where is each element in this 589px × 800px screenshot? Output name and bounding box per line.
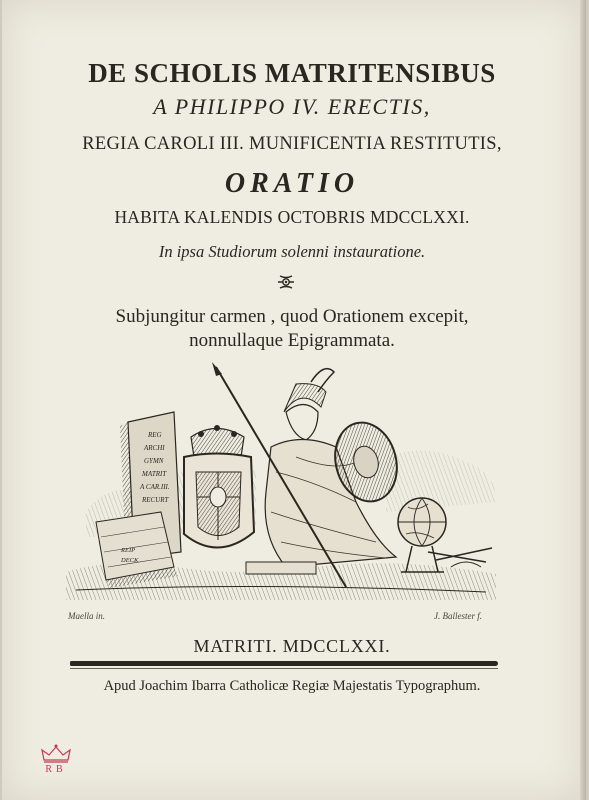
royal-crown (191, 425, 244, 457)
imprint-printer: Apud Joachim Ibarra Catholicæ Regiæ Majestatis Typographum. (103, 678, 481, 694)
coat-of-arms (184, 454, 254, 548)
fleuron-icon (276, 272, 296, 292)
title-line-6: In ipsa Studiorum solenni instauratione. (158, 242, 426, 261)
title-line-1: DE SCHOLIS MATRITENSIBUS (88, 58, 496, 88)
title-page (2, 0, 582, 800)
title-oratio: ORATIO (224, 168, 360, 199)
engraving-signature-right: J. Ballester f. (434, 611, 482, 621)
minerva-engraving (56, 362, 506, 612)
library-stamp-letters: RB (45, 764, 67, 775)
book-text: DECK (121, 557, 139, 564)
title-line-5: HABITA KALENDIS OCTOBRIS MDCCLXXI. (114, 207, 470, 227)
monument-text: RECURT (142, 496, 169, 504)
globe (398, 498, 446, 572)
subtitle-line-1: Subjungitur carmen , quod Orationem excepit, (115, 306, 469, 327)
monument-text: GYMN (144, 457, 164, 465)
subtitle-line-2: nonnullaque Epigrammata. (189, 330, 395, 351)
engraving-signature-left: Maella in. (68, 611, 105, 621)
monument-text: A CAR.III. (140, 483, 170, 491)
monument-text: REG (148, 431, 162, 439)
thin-rule (70, 668, 498, 669)
monument-text: MATRIT (142, 470, 167, 478)
thick-rule (70, 661, 498, 666)
tablet (246, 562, 316, 574)
monument-text: ARCHI (144, 444, 165, 452)
instruments (428, 548, 492, 567)
title-line-2: A PHILIPPO IV. ERECTIS, (153, 94, 431, 119)
imprint-place-year: MATRITI. MDCCLXXI. (193, 636, 391, 656)
title-line-3: REGIA CAROLI III. MUNIFICENTIA RESTITUTIS, (82, 134, 502, 154)
book-text: REIP (121, 547, 136, 554)
